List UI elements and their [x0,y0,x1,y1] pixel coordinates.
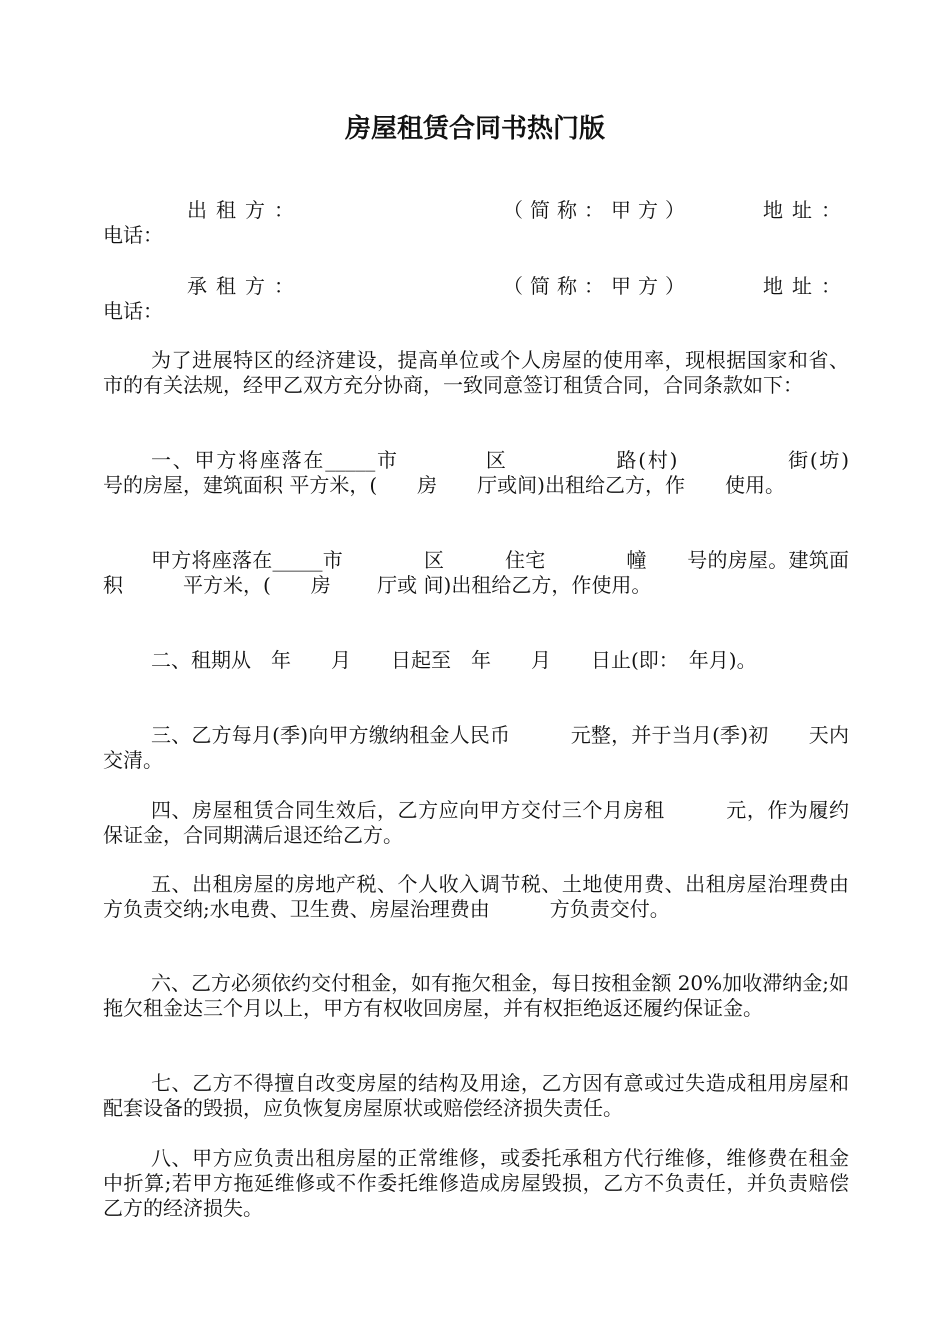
lessor-phone-label: 电话： [103,223,163,247]
clause-5: 五、出租房屋的房地产税、个人收入调节税、土地使用费、出租房屋治理费由 方负责交纳;水电费、卫生费、房屋治理费由 方负责交付。 [103,872,889,921]
clause-8: 八、甲方应负责出租房屋的正常维修，或委托承租方代行维修，维修费在租金中折算;若甲方拖延维修或不作委托维修造成房屋毁损，乙方不负责任，并负责赔偿乙方的经济损失。 [103,1146,849,1220]
clause-6: 六、乙方必须依约交付租金，如有拖欠租金，每日按租金额 20%加收滞纳金;如拖欠租金达三个月以上，甲方有权收回房屋，并有权拒绝返还履约保证金。 [103,971,849,1020]
lessee-address-label: 地址： [763,274,850,298]
lessor-abbr: （简称：甲方） [503,198,692,222]
lessee-block [103,274,849,324]
lessee-abbr: （简称：甲方） [503,274,692,298]
lessor-block [103,198,849,248]
clause-preamble: 为了进展特区的经济建设，提高单位或个人房屋的使用率，现根据国家和省、市的有关法规，经甲乙双方充分协商，一致同意签订租赁合同，合同条款如下： [103,348,849,397]
lessee-label: 承租方： [187,274,303,298]
clause-1-alt: 甲方将座落在_____市 区 住宅 幢 号的房屋。建筑面积 平方米，( 房 厅或 间)出租给乙方，作使用。 [103,548,849,597]
clause-4: 四、房屋租赁合同生效后，乙方应向甲方交付三个月房租 元，作为履约保证金，合同期满后退还给乙方。 [103,798,849,847]
lessor-label: 出租方： [187,198,303,222]
lessor-address-label: 地址： [763,198,850,222]
clause-3: 三、乙方每月(季)向甲方缴纳租金人民币 元整，并于当月(季)初 天内交清。 [103,723,849,772]
clause-1: 一、甲方将座落在_____市 区 路(村) 街(坊) 号的房屋，建筑面积 平方米，( 房 厅或间)出租给乙方，作 使用。 [103,448,889,497]
clause-2: 二、租期从 年 月 日起至 年 月 日止(即： 年月)。 [151,648,757,672]
clause-7: 七、乙方不得擅自改变房屋的结构及用途，乙方因有意或过失造成租用房屋和配套设备的毁损，应负恢复房屋原状或赔偿经济损失责任。 [103,1071,849,1120]
document-title: 房屋租赁合同书热门版 [344,114,605,144]
lessee-phone-label: 电话： [103,299,163,323]
